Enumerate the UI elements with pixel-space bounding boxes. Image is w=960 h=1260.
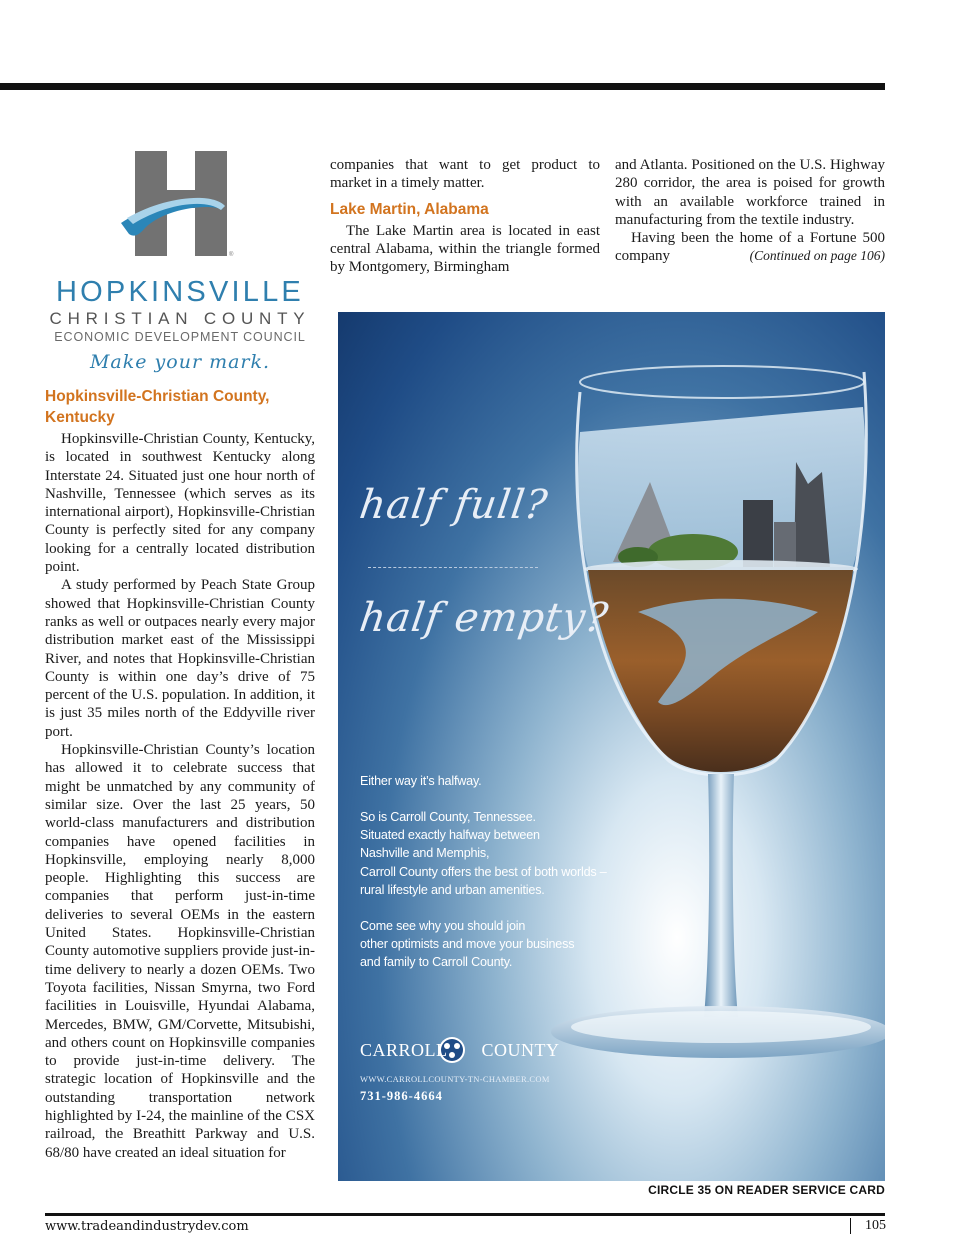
article-column-2 [330, 156, 600, 276]
paragraph: Hopkinsville-Christian County, Kentucky, is located in southwest Kentucky along Interstate 24. Situated just one hour north of Nashville, Tennessee (which serves as its international airport), Hopkinsville-Christian County is perfectly sited for any company looking for a centrally located distribution point. [45, 431, 315, 576]
paragraph: A study performed by Peach State Group showed that Hopkinsville-Christian County ranks as well or outpaces nearly every major distribution market east of the Mississippi River, and notes that Hopkinsville-Christian County is within one day’s drive of 75 percent of the U.S. population. In addition, it is just 35 miles north of the Eddyville river port. [45, 577, 315, 740]
page-number: 105 [850, 1218, 886, 1234]
half-empty-text: half empty? [356, 595, 612, 641]
ad-line: Carroll County offers the best of both worlds – [360, 864, 607, 879]
ad-copy-block-3 [360, 917, 574, 972]
reader-service-note: CIRCLE 35 ON READER SERVICE CARD [648, 1183, 885, 1197]
paragraph: and Atlanta. Positioned on the U.S. Highway 280 corridor, the area is poised for growth with an available workforce trained in manufacturing from the textile industry. [615, 157, 885, 228]
ad-line-halfway: Either way it’s halfway. [360, 774, 482, 788]
continued-note: (Continued on page 106) [749, 248, 885, 264]
half-full-text: half full? [356, 482, 551, 528]
paragraph-text: Having been the home of a Fortune 500 company [615, 230, 885, 265]
logo-name: HOPKINSVILLE [56, 276, 304, 308]
carroll-county-brand [360, 1040, 560, 1061]
ad-line: Nashville and Memphis, [360, 846, 490, 861]
ad-line: So is Carroll County, Tennessee. [360, 810, 536, 824]
section-heading-lake-martin: Lake Martin, Alabama [330, 200, 489, 218]
h-mark-icon [45, 148, 315, 273]
article-column-1 [45, 388, 315, 1162]
carroll-county-ad [338, 312, 885, 1181]
ad-line: and family to Carroll County. [360, 955, 513, 970]
top-rule [0, 83, 885, 90]
logo-council: ECONOMIC DEVELOPMENT COUNCIL [54, 330, 306, 344]
brand-left: CARROLL [360, 1040, 448, 1060]
footer-url: www.tradeandindustrydev.com [45, 1219, 249, 1234]
article-column-3 [615, 156, 885, 266]
logo-county: CHRISTIAN COUNTY [49, 309, 311, 328]
paragraph [615, 229, 885, 266]
hopkinsville-logo [45, 148, 315, 388]
brand-right: COUNTY [481, 1040, 560, 1060]
ad-copy-block-2 [360, 808, 607, 899]
ad-line: rural lifestyle and urban amenities. [360, 882, 545, 897]
ad-phone: 731-986-4664 [360, 1089, 443, 1103]
ad-line: other optimists and move your business [360, 937, 575, 952]
paragraph: The Lake Martin area is located in east central Alabama, within the triangle formed by Montgomery, Birmingham [330, 222, 600, 276]
divider-dash [368, 567, 538, 568]
section-heading-hopkinsville: Hopkinsville-Christian County, Kentucky [45, 388, 270, 426]
paragraph: Hopkinsville-Christian County’s location has allowed it to celebrate success that might be unmatched by any community of similar size. Over the last 25 years, 50 world-class manufacturers and distribution companies have opened facilities in Hopkinsville, employing nearly 8,000 people. Highlighting this success are companies that perform just-in-time deliveries to several OEMs in the eastern United States. Hopkinsville-Christian County automotive suppliers provide just-in-time delivery to nearly a dozen OEMs. Two Toyota facilities, Nissan Smyrna, two Ford facilities in Louisville, Hyundai Alabama, Mercedes, BMW, GM/Corvette, Mitsubishi, and others count on Hopkinsville companies to provide just-in-time delivery. The strategic location of Hopkinsville and the outstanding transportation network highlighted by I-24, the mainline of the CSX railroad, the Breathitt Parkway and U.S. 68/80 have created an ideal situation for [45, 742, 315, 1161]
ad-line: Situated exactly halfway between [360, 828, 540, 843]
ad-line: Come see why you should join [360, 919, 526, 933]
ad-website: WWW.CARROLLCOUNTY-TN-CHAMBER.COM [360, 1074, 550, 1084]
footer-rule [45, 1213, 885, 1216]
svg-text:®: ® [229, 252, 234, 258]
logo-tagline: Make your mark. [89, 351, 271, 373]
paragraph: companies that want to get product to market in a timely matter. [330, 157, 600, 192]
